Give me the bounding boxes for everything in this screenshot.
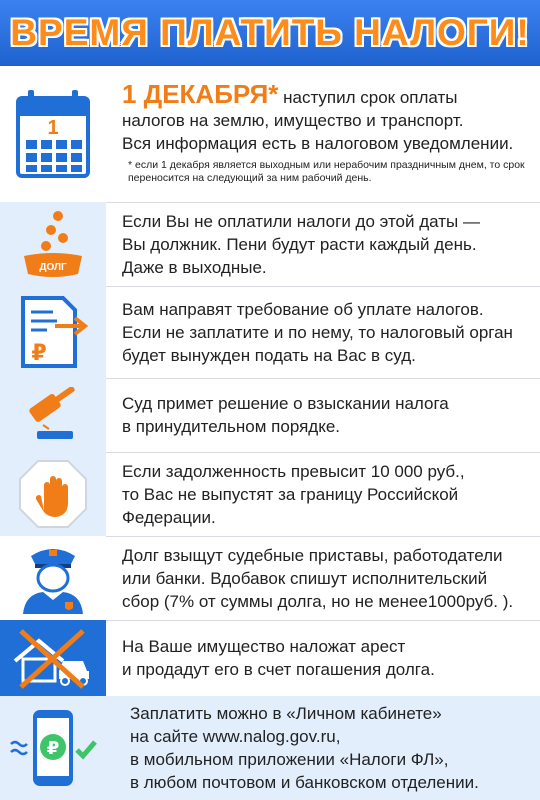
row-demand bbox=[0, 286, 540, 379]
deadline-text: наступил срок оплаты bbox=[278, 88, 458, 107]
text-line: Долг взыщут судебные приставы, работодатели bbox=[122, 545, 503, 565]
icon-cell bbox=[0, 202, 106, 286]
text-line: Заплатить можно в «Личном кабинете» bbox=[130, 704, 442, 723]
text-line: Если задолженность превысит 10 000 руб., bbox=[122, 461, 465, 481]
row-text bbox=[122, 378, 530, 452]
debt-coins-icon bbox=[18, 208, 88, 280]
text-line: налогов на землю, имущество и транспорт. bbox=[122, 111, 464, 130]
row-payment bbox=[0, 696, 540, 800]
calendar-icon bbox=[14, 88, 92, 180]
property-arrest-icon bbox=[11, 627, 95, 689]
text-line: Суд примет решение о взыскании налога bbox=[122, 394, 449, 413]
debt-badge: ДОЛГ bbox=[39, 262, 67, 273]
svg-text:₽: ₽ bbox=[46, 738, 60, 759]
text-line: и продадут его в счет погашения долга. bbox=[122, 660, 435, 679]
row-text bbox=[122, 452, 530, 536]
text-line: Вы должник. Пени будут расти каждый день. bbox=[122, 234, 477, 254]
row-text bbox=[122, 620, 530, 696]
bailiff-icon bbox=[17, 540, 89, 616]
row-text bbox=[122, 286, 530, 378]
text-line: На Ваше имущество наложат арест bbox=[122, 637, 406, 656]
text-line: Федерации. bbox=[122, 507, 216, 527]
calendar-day: 1 bbox=[47, 117, 59, 139]
row-court bbox=[0, 378, 540, 453]
row-text bbox=[122, 66, 530, 202]
text-line: Вам направят требование об уплате налогов. bbox=[122, 299, 484, 319]
icon-cell bbox=[0, 696, 106, 800]
row-travel-ban bbox=[0, 452, 540, 537]
gavel-icon bbox=[23, 387, 83, 443]
text-line: Вся информация есть в налоговом уведомлении. bbox=[122, 134, 514, 153]
text-line: будет вынужден подать на Вас в суд. bbox=[122, 345, 416, 365]
stop-hand-icon bbox=[18, 459, 88, 529]
row-text bbox=[130, 696, 530, 800]
page-title: ВРЕМЯ ПЛАТИТЬ НАЛОГИ! bbox=[10, 12, 530, 53]
svg-text:₽: ₽ bbox=[31, 341, 47, 366]
icon-cell bbox=[0, 66, 106, 202]
text-line: в принудительном порядке. bbox=[122, 417, 341, 436]
deadline-date: 1 ДЕКАБРЯ* bbox=[122, 79, 279, 109]
row-debtor bbox=[0, 202, 540, 287]
icon-cell bbox=[0, 286, 106, 378]
row-text bbox=[122, 202, 530, 286]
text-line: то Вас не выпустят за границу Российской bbox=[122, 484, 459, 504]
row-text bbox=[122, 536, 530, 620]
icon-cell bbox=[0, 620, 106, 696]
text-line: Даже в выходные. bbox=[122, 257, 267, 277]
row-bailiffs bbox=[0, 536, 540, 621]
text-line: в любом почтовом и банковском отделении. bbox=[130, 773, 479, 792]
text-line: на сайте www.nalog.gov.ru, bbox=[130, 727, 341, 746]
icon-cell bbox=[0, 536, 106, 620]
phone-payment-icon bbox=[5, 706, 101, 790]
row-deadline bbox=[0, 66, 540, 203]
icon-cell bbox=[0, 452, 106, 536]
header-banner bbox=[0, 0, 540, 66]
row-property-arrest bbox=[0, 620, 540, 697]
text-line: Если Вы не оплатили налоги до этой даты — bbox=[122, 211, 480, 231]
footnote: * если 1 декабря является выходным или нерабочим праздничным днем, то срок переносится на следующий за ним рабочий день. bbox=[128, 159, 525, 184]
icon-cell bbox=[0, 378, 106, 452]
text-line: Если не заплатите и по нему, то налоговый орган bbox=[122, 322, 513, 342]
text-line: сбор (7% от суммы долга, но не менее1000руб. ). bbox=[122, 591, 514, 611]
text-line: в мобильном приложении «Налоги ФЛ», bbox=[130, 750, 449, 769]
text-line: или банки. Вдобавок спишут исполнительский bbox=[122, 568, 488, 588]
document-ruble-icon bbox=[17, 294, 89, 370]
